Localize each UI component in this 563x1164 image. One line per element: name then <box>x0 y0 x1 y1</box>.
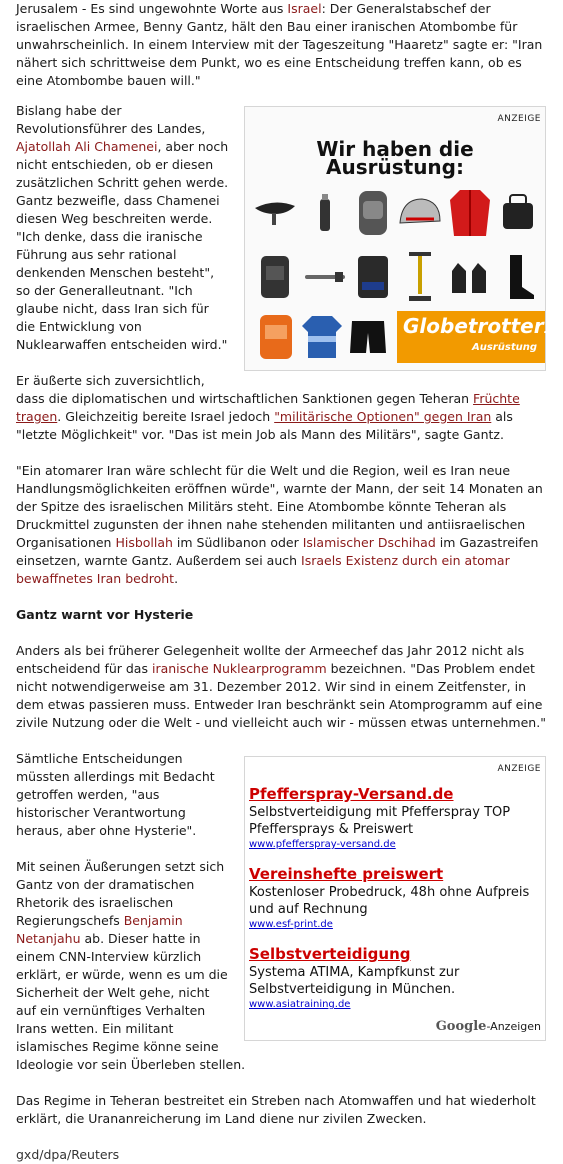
paragraph-4: "Ein atomarer Iran wäre schlecht für die Welt und die Region, weil es Iran neue Handlungsmöglichkeiten eröffnen würde", warnte der Mann, der seit 14 Monaten an der Spitze des israelischen Militärs steht. Eine Atombombe könnte Teheran als Druckmittel zugunsten der ihnen nahe stehenden militanten und antiisraelischen Organisationen Hisbollah im Südlibanon oder Islamischer Dschihad im Gazastreifen einsetzen, warnte Gantz. Außerdem sei auch Israels Existenz durch ein atomar bewaffnetes Iran bedroht. <box>16 463 543 586</box>
jacket-icon <box>448 184 492 242</box>
google-ads-footer[interactable]: Google-Anzeigen <box>435 1019 541 1034</box>
bag-icon <box>498 184 537 242</box>
paragraph-1: Jerusalem - Es sind ungewohnte Worte aus Israel: Der Generalstabschef der israelischen Armee, Benny Gantz, hält den Bau einer iranischen Atombombe für unwahrscheinlich. In einem Interview mit der Tageszeitung "Haaretz" sagte er: "Iran nähert sich schrittweise dem Punkt, wo es eine Entscheidung treffen kann, ob es eine Atombombe bauen will." <box>16 1 543 88</box>
shorts-icon <box>345 308 391 366</box>
google-ad-1[interactable] <box>245 778 545 858</box>
link-nuklearprogramm[interactable]: iranische Nuklearprogramm <box>151 661 327 676</box>
ad-url[interactable]: www.pfefferspray-versand.de <box>249 839 396 850</box>
helmet-icon <box>398 184 442 242</box>
saddle-icon <box>253 184 297 242</box>
link-fruechte-tragen[interactable]: Früchte tragen <box>16 391 520 424</box>
bottle-icon <box>303 184 347 242</box>
ad-label: ANZEIGE <box>497 114 541 124</box>
ad-url[interactable]: www.asiatraining.de <box>249 999 351 1010</box>
link-militaerische-optionen[interactable]: "militärische Optionen" gegen Iran <box>274 409 492 424</box>
orange-pannier-icon <box>253 308 299 366</box>
ad-label: ANZEIGE <box>497 764 541 774</box>
paragraph-5: Anders als bei früherer Gelegenheit wollte der Armeechef das Jahr 2012 nicht als entscheidend für das iranische Nuklearprogramm bezeichnen. "Das Problem endet nicht notwendigerweise am 31. Dezember 2012. Wir sind in einem Zeitfenster, in dem etwas passieren muss. Entweder Iran beschränkt sein Atomprogramm auf eine zivile Nutzung oder die Welt - und vielleicht auch wir - müssen etwas unternehmen." <box>16 643 546 730</box>
ad-text: Selbstverteidigung mit Pfefferspray TOP Pfeffersprays & Preiswert <box>249 805 511 837</box>
ad-text: Kostenloser Probedruck, 48h ohne Aufpreis und auf Rechnung <box>249 885 530 917</box>
paragraph-7: Mit seinen Äußerungen setzt sich Gantz von der dramatischen Rhetorik des israelischen Regierungschefs Benjamin Netanjahu ab. Dieser hatte in einem CNN-Interview kürzlich erklärt, er würde, wenn es um die Sicherheit der Welt gehe, nicht auf ein vernünftiges Verhalten Irans wetten. Ein militant islamisches Regime könne seine Ideologie vor sein Überleben stellen. <box>16 859 246 1072</box>
floor-pump-icon <box>398 248 442 306</box>
gloves-icon <box>448 248 492 306</box>
product-grid <box>245 184 545 306</box>
link-chamenei[interactable]: Ajatollah Ali Chamenei <box>16 139 158 154</box>
ad-text: Systema ATIMA, Kampfkunst zur Selbstverteidigung in München. <box>249 965 460 997</box>
google-ad-3[interactable] <box>245 938 545 1018</box>
link-islamischer-dschihad[interactable]: Islamischer Dschihad <box>302 535 436 550</box>
link-israel[interactable]: Israel <box>287 1 322 16</box>
ad-headline[interactable]: Selbstverteidigung <box>249 945 411 963</box>
backpack-icon <box>353 184 392 242</box>
ad-headline: Wir haben die Ausrüstung: <box>316 137 474 179</box>
link-hisbollah[interactable]: Hisbollah <box>115 535 173 550</box>
ad-headline[interactable]: Pfefferspray-Versand.de <box>249 785 454 803</box>
link-israels-existenz[interactable]: Israels Existenz durch ein atomar bewaffnetes Iran bedroht <box>16 553 510 586</box>
paragraph-6: Sämtliche Entscheidungen müssten allerdings mit Bedacht getroffen werden, "aus historischer Verantwortung heraus, aber ohne Hysterie". <box>16 751 215 838</box>
link-netanjahu[interactable]: Benjamin Netanjahu <box>16 913 183 946</box>
pump-icon <box>303 248 347 306</box>
paragraph-8: Das Regime in Teheran bestreitet ein Streben nach Atomwaffen und hat wiederholt erklärt, die Urananreicherung im Land diene nur zivilen Zwecken. <box>16 1093 536 1126</box>
section-heading: Gantz warnt vor Hysterie <box>16 607 194 622</box>
paragraph-3: Er äußerte sich zuversichtlich, dass die diplomatischen und wirtschaftlichen Sanktionen gegen Teheran Früchte tragen. Gleichzeitig bereite Israel jedoch "militärische Optionen" gegen Iran als "letzte Möglichkeit" vor. "Das ist mein Job als Mann des Militärs", sagte Gantz. <box>16 373 520 442</box>
google-logo: Google <box>435 1019 487 1034</box>
ad-url[interactable]: www.esf-print.de <box>249 919 333 930</box>
overshoes-icon <box>498 248 537 306</box>
ad-headline[interactable]: Vereinshefte preiswert <box>249 865 444 883</box>
google-ad-2[interactable] <box>245 858 545 938</box>
source-credit: gxd/dpa/Reuters <box>16 1147 120 1162</box>
google-ads-box <box>244 756 546 1041</box>
tarp-bag-icon <box>353 248 392 306</box>
pannier-icon <box>253 248 297 306</box>
paragraph-2: Bislang habe der Revolutionsführer des Landes, Ajatollah Ali Chamenei, aber noch nicht entschieden, ob er diesen zusätzlichen Schritt gehen werde. Gantz bezweifle, dass Chamenei diesen Weg beschreiten werde. "Ich denke, dass die iranische Führung aus sehr rational denkenden Menschen besteht", so der Generalleutnant. "Ich glaube nicht, dass Iran sich für die Entwicklung von Nuklearwaffen entscheiden wird." <box>16 103 229 352</box>
jersey-icon <box>299 308 345 366</box>
globetrotter-logo: Globetrotter.de Ausrüstung <box>397 311 545 363</box>
globetrotter-ad[interactable] <box>244 106 563 371</box>
ad-bottom-row <box>245 306 563 366</box>
